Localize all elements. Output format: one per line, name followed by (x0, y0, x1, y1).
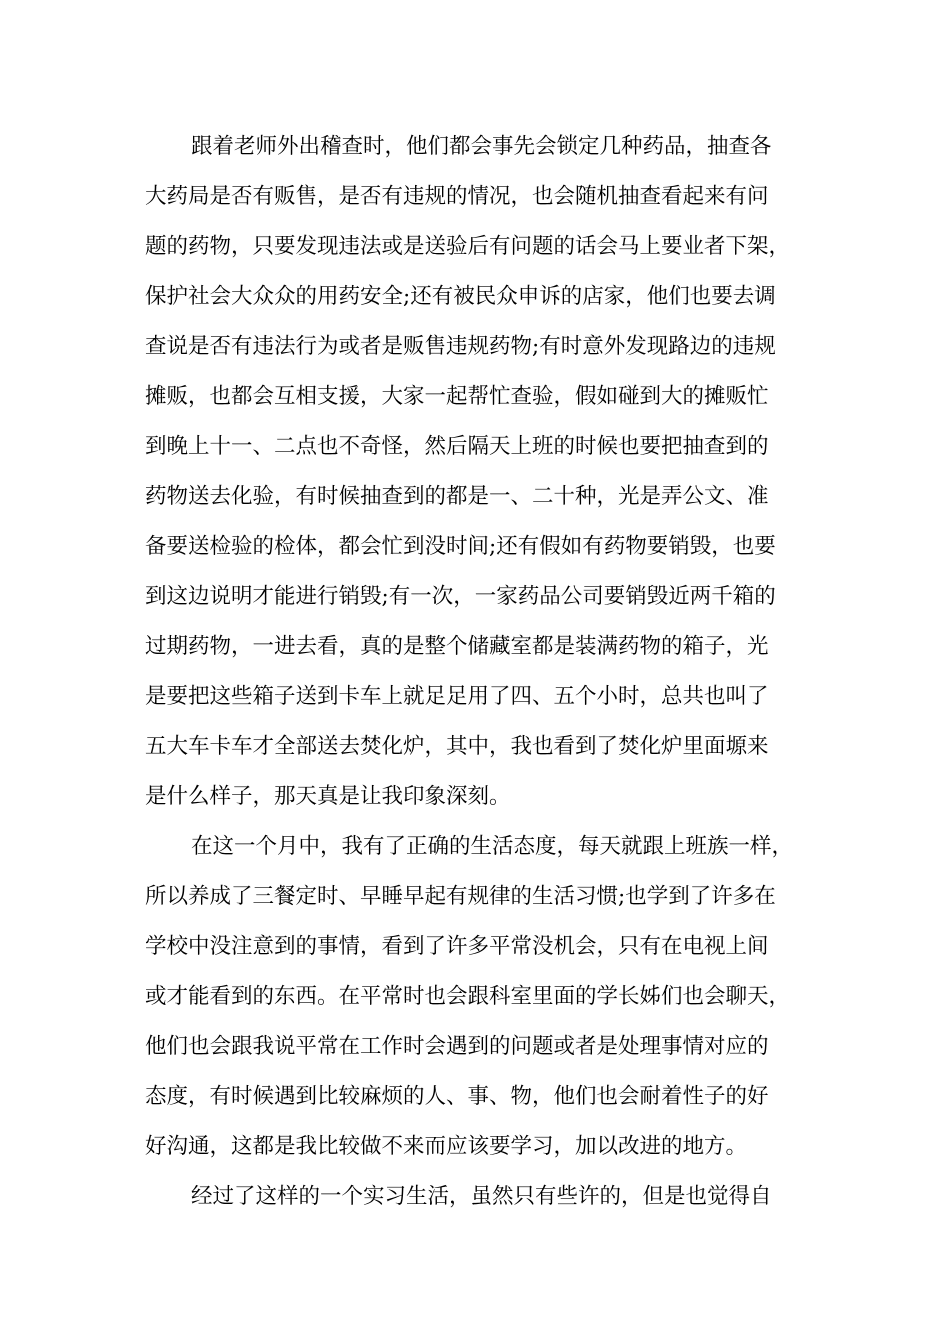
text-line: 经过了这样的一个实习生活，虽然只有些许的，但是也觉得自 (191, 1184, 772, 1209)
text-line: 过期药物，一进去看，真的是整个储藏室都是装满药物的箱子，光 (145, 634, 769, 659)
document-body (145, 122, 825, 1222)
text-line: 学校中没注意到的事情，看到了许多平常没机会，只有在电视上间 (145, 934, 769, 959)
text-line: 是要把这些箱子送到卡车上就足足用了四、五个小时，总共也叫了 (145, 684, 769, 709)
text-line: 查说是否有违法行为或者是贩售违规药物;有时意外发现路边的违规 (145, 334, 776, 359)
text-line: 到这边说明才能进行销毁;有一次，一家药品公司要销毁近两千箱的 (145, 584, 776, 609)
text-line: 五大车卡车才全部送去焚化炉，其中，我也看到了焚化炉里面塬来 (145, 734, 769, 759)
text-line: 到晚上十一、二点也不奇怪，然后隔天上班的时候也要把抽查到的 (145, 434, 769, 459)
text-line: 所以养成了三餐定时、早睡早起有规律的生活习惯;也学到了许多在 (145, 884, 776, 909)
text-line: 好沟通，这都是我比较做不来而应该要学习，加以改进的地方。 (145, 1134, 748, 1159)
text-line: 备要送检验的检体，都会忙到没时间;还有假如有药物要销毁，也要 (145, 534, 776, 559)
text-line: 跟着老师外出稽查时，他们都会事先会锁定几种药品，抽查各 (191, 134, 772, 159)
text-line: 大药局是否有贩售，是否有违规的情况，也会随机抽查看起来有问 (145, 184, 769, 209)
text-line: 保护社会大众众的用药安全;还有被民众申诉的店家，他们也要去调 (145, 284, 776, 309)
text-line: 他们也会跟我说平常在工作时会遇到的问题或者是处理事情对应的 (145, 1034, 769, 1059)
text-line: 药物送去化验，有时候抽查到的都是一、二十种，光是弄公文、准 (145, 484, 769, 509)
paragraph-2 (145, 822, 825, 1172)
text-line: 摊贩，也都会互相支援，大家一起帮忙查验，假如碰到大的摊贩忙 (145, 384, 769, 409)
text-line: 题的药物，只要发现违法或是送验后有问题的话会马上要业者下架， (145, 234, 791, 259)
paragraph-1 (145, 122, 825, 822)
text-line: 或才能看到的东西。在平常时也会跟科室里面的学长姊们也会聊天， (145, 984, 791, 1009)
text-line: 在这一个月中，我有了正确的生活态度，每天就跟上班族一样， (191, 834, 794, 859)
paragraph-3 (145, 1172, 825, 1222)
text-line: 态度，有时候遇到比较麻烦的人、事、物，他们也会耐着性子的好 (145, 1084, 769, 1109)
text-line: 是什么样子，那天真是让我印象深刻。 (145, 784, 511, 809)
